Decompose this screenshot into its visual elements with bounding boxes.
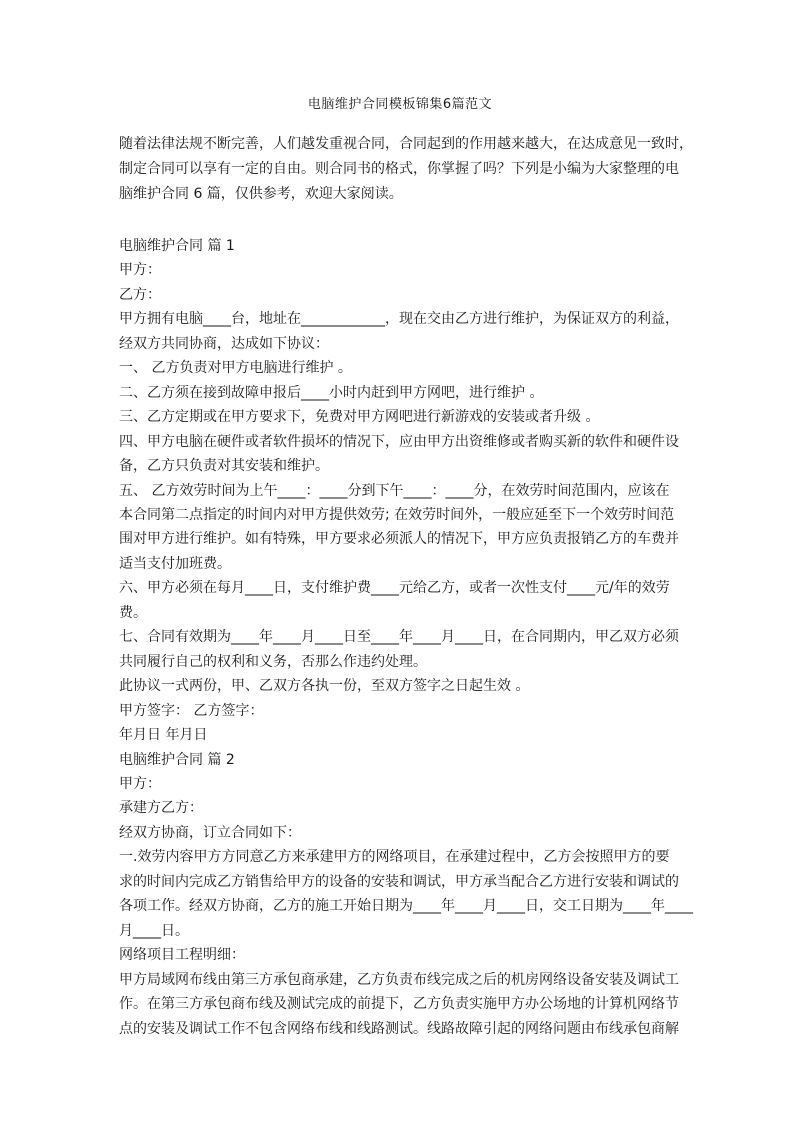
body-line: 各项工作。经双方协商，乙方的施工开始日期为____年____月____日，交工日期为____年____ — [119, 898, 693, 915]
body-line: 月____日。 — [119, 922, 189, 939]
clause-1: 一、 乙方负责对甲方电脑进行维护 。 — [119, 360, 352, 377]
intro-line: 随着法律法规不断完善，人们越发重视合同，合同起到的作用越来越大，在达成意见一致时， — [119, 136, 693, 152]
section-heading-2: 电脑维护合同 篇 2 — [119, 751, 235, 768]
clause-5: 五、 乙方效劳时间为上午____：____分到下午____：____分，在效劳时间范围内，应该在 — [119, 482, 670, 499]
signature-line: 甲方签字： 乙方签字： — [119, 702, 264, 719]
document-title: 电脑维护合同模板锦集6篇范文 — [307, 97, 493, 112]
body-line: 点的安装及调试工作不包含网络布线和线路测试。线路故障引起的网络问题由布线承包商解 — [119, 1020, 679, 1037]
clause-7: 七、合同有效期为____年____月____日至____年____月____日，在合同期内，甲乙双方必须 — [119, 629, 679, 646]
intro-line: 脑维护合同 6 篇，仅供参考，欢迎大家阅读。 — [119, 186, 403, 202]
clause-6: 六、甲方必须在每月____日，支付维护费____元给乙方，或者一次性支付____元/年的效劳 — [119, 580, 670, 597]
body-line: 备，乙方只负责对其安装和维护。 — [119, 458, 329, 475]
body-line: 甲方拥有电脑____台，地址在____________，现在交由乙方进行维护，为保证双方的利益， — [119, 311, 679, 328]
clause-2: 二、乙方须在接到故障申报后____小时内赶到甲方网吧，进行维护 。 — [119, 384, 544, 401]
body-line: 一.效劳内容甲方方同意乙方来承建甲方的网络项目，在承建过程中，乙方会按照甲方的要 — [119, 849, 670, 866]
body-line: 作。在第三方承包商布线及测试完成的前提下，乙方负责实施甲方办公场地的计算机网络节 — [119, 996, 679, 1013]
body-line: 甲方局域网布线由第三方承包商承建，乙方负责布线完成之后的机房网络设备安装及调试工 — [119, 971, 679, 988]
contractor-line: 承建方乙方： — [119, 800, 203, 817]
body-line: 围对甲方进行维护。如有特殊，甲方要求必须派人的情况下，甲方应负责报销乙方的车费并 — [119, 531, 679, 548]
contract-body — [119, 234, 693, 1041]
body-line: 经双方共同协商，达成如下协议： — [119, 335, 329, 352]
party-a-line: 甲方： — [119, 262, 161, 279]
section-heading-1: 电脑维护合同 篇 1 — [119, 238, 235, 254]
body-line: 经双方协商，订立合同如下： — [119, 824, 301, 841]
body-line: 费。 — [119, 604, 147, 621]
intro-line: 制定合同可以享有一定的自由。则合同书的格式，你掌握了吗？下列是小编为大家整理的电 — [119, 161, 679, 177]
clause-4: 四、甲方电脑在硬件或者软件损坏的情况下，应由甲方出资维修或者购买新的软件和硬件设 — [119, 433, 679, 450]
body-line: 本合同第二点指定的时间内对甲方提供效劳; 在效劳时间外，一般应延至下一个效劳时间范 — [119, 506, 675, 523]
clause-3: 三、乙方定期或在甲方要求下，免费对甲方网吧进行新游戏的安装或者升级 。 — [119, 409, 600, 426]
intro-paragraph — [119, 132, 693, 207]
date-line: 年月日 年月日 — [119, 727, 208, 744]
body-line: 共同履行自己的权利和义务，否那么作违约处理。 — [119, 653, 427, 670]
body-line: 求的时间内完成乙方销售给甲方的设备的安装和调试，甲方承当配合乙方进行安装和调试的 — [119, 873, 679, 890]
party-b-line: 乙方： — [119, 286, 161, 303]
subheading: 网络项目工程明细： — [119, 947, 245, 964]
party-a-line: 甲方： — [119, 775, 161, 792]
body-line: 此协议一式两份，甲、乙双方各执一份，至双方签字之日起生效 。 — [119, 678, 530, 695]
body-line: 适当支付加班费。 — [119, 555, 231, 572]
